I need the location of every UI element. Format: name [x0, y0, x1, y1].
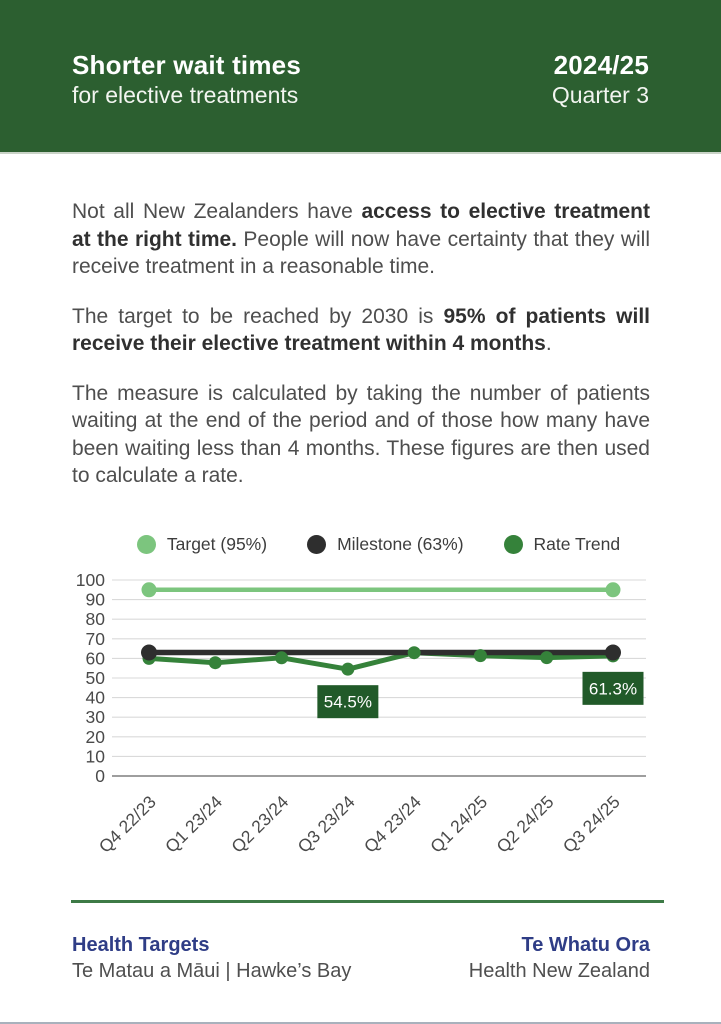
y-tick-label: 50 — [85, 668, 105, 688]
data-point-marker — [209, 656, 222, 669]
legend-label: Target (95%) — [166, 533, 268, 554]
data-point-marker — [606, 582, 621, 597]
data-label-text: 61.3% — [588, 679, 638, 699]
y-tick-label: 0 — [95, 766, 105, 786]
legend-item — [137, 534, 267, 555]
legend-dot-icon — [137, 535, 156, 554]
legend-item — [307, 534, 463, 555]
y-tick-label: 60 — [85, 648, 105, 669]
legend-label: Rate Trend — [533, 533, 621, 554]
footer-left-title: Health Targets — [72, 934, 210, 956]
data-point-marker — [275, 651, 288, 664]
y-tick-label: 40 — [85, 687, 105, 708]
paragraph: The target to be reached by 2030 is 95% of patients will receive their elective treatment within 4 months. — [72, 304, 650, 355]
data-point-marker — [605, 645, 621, 661]
page-footer — [72, 933, 650, 984]
footer-left-group — [72, 933, 351, 984]
x-tick-label: Q4 23/24 — [359, 791, 425, 857]
report-year: 2024/25 — [553, 50, 649, 80]
page-header — [0, 0, 721, 154]
body-paragraphs — [72, 198, 650, 490]
data-point-marker — [408, 646, 421, 659]
trend-chart — [72, 570, 649, 880]
data-point-marker — [540, 651, 553, 664]
data-point-marker — [141, 645, 157, 661]
legend-item — [504, 534, 621, 555]
x-tick-label: Q2 24/25 — [492, 791, 558, 857]
y-tick-label: 80 — [85, 609, 105, 630]
paragraph: Not all New Zealanders have access to elective treatment at the right time. People will now have certainty that they will receive treatment in a reasonable time. — [72, 200, 650, 278]
y-tick-label: 90 — [85, 589, 105, 610]
footer-right-title: Te Whatu Ora — [521, 934, 650, 956]
header-period-group — [552, 50, 649, 110]
chart-section — [0, 531, 721, 880]
y-tick-label: 20 — [85, 726, 105, 747]
legend-label: Milestone (63%) — [337, 533, 464, 554]
x-tick-label: Q2 23/24 — [227, 791, 293, 857]
chart-legend — [90, 531, 667, 557]
x-tick-label: Q1 23/24 — [161, 791, 227, 857]
legend-dot-icon — [504, 535, 523, 554]
y-tick-label: 30 — [85, 707, 105, 728]
legend-dot-icon — [307, 535, 326, 554]
x-tick-label: Q3 23/24 — [293, 791, 359, 857]
page-subtitle: for elective treatments — [72, 82, 299, 108]
footer-right-group — [469, 933, 650, 984]
footer-left-subtitle: Te Matau a Māui | Hawke’s Bay — [72, 960, 352, 982]
y-tick-label: 10 — [85, 746, 105, 767]
data-point-marker — [142, 582, 157, 597]
x-tick-label: Q3 24/25 — [558, 791, 624, 857]
data-point-marker — [341, 663, 354, 676]
report-quarter: Quarter 3 — [551, 82, 649, 108]
header-title-group — [72, 50, 301, 110]
y-tick-label: 100 — [75, 570, 105, 590]
footer-right-subtitle: Health New Zealand — [468, 960, 650, 982]
page-title: Shorter wait times — [72, 50, 301, 80]
data-point-marker — [474, 649, 487, 662]
y-tick-label: 70 — [85, 628, 105, 649]
paragraph: The measure is calculated by taking the number of patients waiting at the end of the period and of those how many have been waiting less than 4 months. These figures are then used to calculate a rate. — [72, 381, 650, 487]
x-tick-label: Q4 22/23 — [94, 791, 160, 857]
x-tick-label: Q1 24/25 — [426, 791, 492, 857]
footer-divider — [71, 900, 664, 903]
data-label-text: 54.5% — [323, 692, 372, 712]
